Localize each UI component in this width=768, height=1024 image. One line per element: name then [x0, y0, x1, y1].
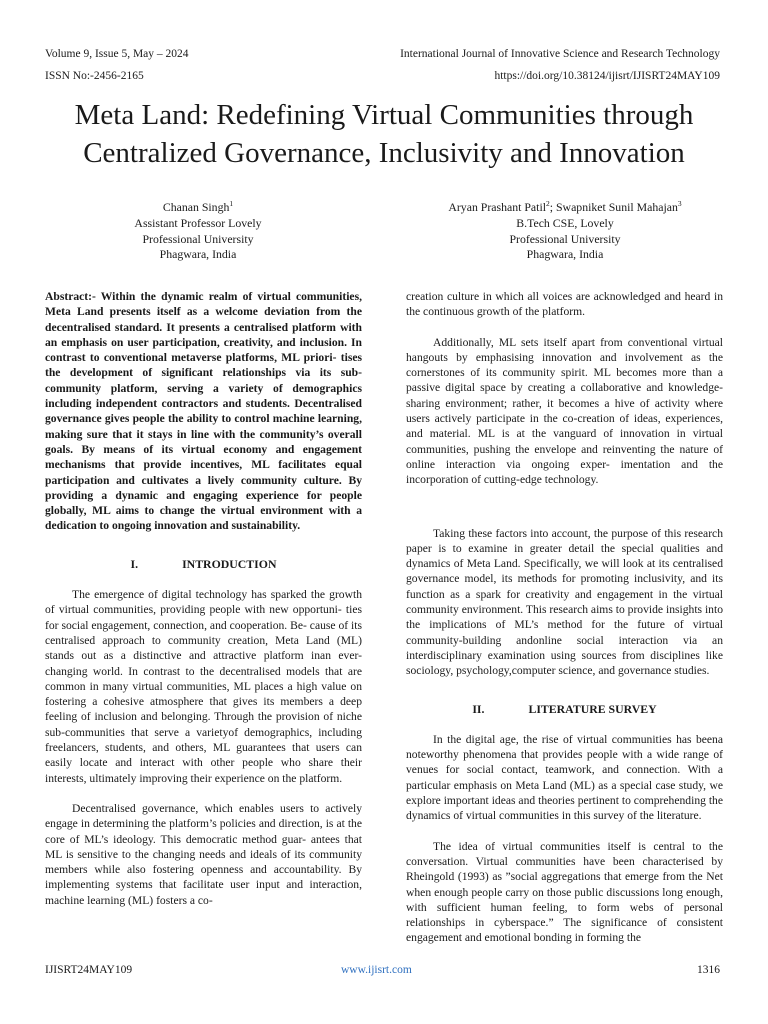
author-affiliation-marker: 3 — [677, 199, 682, 209]
author-name: Chanan Singh — [162, 200, 230, 214]
author-name: Aryan Prashant Patil — [448, 200, 546, 214]
author-name: Swapniket Sunil Mahajan — [555, 200, 678, 214]
paragraph-continued: creation culture in which all voices are acknowledged and heard in the continuous growth of the platform. — [406, 290, 723, 319]
paragraph: Decentralised governance, which enables users to actively engage in determining the platform’s policies and direction, is at the core of ML’s ideology. This democratic method guar- antees that ML is sensitive to the changing needs and ideals of its community members while also fostering openness and accountability. By implementing systems that facilitate user input and interaction, machine learning (ML) fosters a co- — [45, 801, 362, 907]
author-separator: ; — [549, 200, 556, 214]
title-line-2: Centralized Governance, Inclusivity and Innovation — [83, 137, 685, 169]
section-title: INTRODUCTION — [182, 556, 277, 571]
page-number: 1316 — [697, 964, 720, 976]
abstract: Abstract:- Within the dynamic realm of virtual communities, Meta Land presents itself as a welcome deviation from the decentralised standard. It presents a centralised platform with an emphasis on user participation, creativity, and inclusion. In contrast to conventional metaverse platforms, ML priori- tises the development of significant relationships via its sub-community platform, serving a variety of demographics including independent contractors and students. Decentralised governance gives people the ability to control machine learning, making sure that it stays in line with the community’s overall goals. By means of its virtual economy and engagement mechanisms that provide incentives, ML facilitates equal participation and cultivates a lively community culture. By providing a dynamic and engaging experience for people globally, ML aims to change the virtual environment with a dedication to ongoing innovation and sustainability. — [45, 290, 362, 533]
section-heading-literature-survey — [406, 702, 723, 717]
issn: ISSN No:-2456-2165 — [45, 70, 144, 82]
paragraph: The idea of virtual communities itself is central to the conversation. Virtual communities have been characterised by Rheingold (1993) as ”social aggregations that emerge from the Net when enough people carry on those public discussions long enough, with sufficient human feeling, to form webs of personal relationships in cyberspace.” The significance of consistent engagement and emotional bonding in forming the — [406, 839, 723, 945]
section-heading-introduction — [45, 557, 362, 572]
right-column — [406, 289, 723, 946]
paragraph: In the digital age, the rise of virtual communities has beena noteworthy phenomena that provides people with a wide range of venues for social contact, teamwork, and connection. With a particular emphasis on Meta Land (ML) as a special case study, we explore important ideas and theories pertinent to comprehending the dynamics of virtual communities in this survey of the literature. — [406, 732, 723, 823]
volume-info: Volume 9, Issue 5, May – 2024 — [45, 48, 189, 60]
author-program: B.Tech CSE, Lovely — [516, 215, 614, 230]
author-location: Phagwara, India — [159, 247, 237, 262]
section-title: LITERATURE SURVEY — [528, 701, 657, 716]
doi-link[interactable]: https://doi.org/10.38124/ijisrt/IJISRT24MAY109 — [494, 70, 720, 82]
paragraph: The emergence of digital technology has sparked the growth of virtual communities, providing people with new opportuni- ties for social engagement, connection, and cooperation. Be- cause of its centralised approach to community creation, Meta Land (ML) stands out as a distinctive and attractive platform inan ever-changing world. In contrast to the decentralised models that are common in many virtual communities, ML places a high value on fostering a cohesive atmosphere that gives its members a deep feeling of inclusion and belonging. Through the provision of niche sub-communities that serve a varietyof demographics, including freelancers, students, and others, ML guarantees that users can easily locate and interact with other people who share their interests, ultimately improving their experience on the platform. — [45, 588, 362, 785]
footer-paper-id: IJISRT24MAY109 — [45, 964, 133, 976]
author-institution: Professional University — [142, 231, 254, 246]
paragraph: Taking these factors into account, the purpose of this research paper is to examine in greater detail the special qualities and dynamics of Meta Land. Specifically, we will look at its centralised governance model, its methods for promoting inclusivity, and its function as a spark for creativity and engagement in the virtual community environment. This research aims to provide insights into the implications of ML’s method for the future of virtual community-building andonline social interaction via an interdisciplinary examination using sources from disciplines like sociology, psychology,computer science, and governance studies. — [406, 526, 723, 678]
journal-name: International Journal of Innovative Science and Research Technology — [400, 48, 720, 60]
section-number: II. — [472, 701, 485, 716]
paragraph: Additionally, ML sets itself apart from conventional virtual hangouts by emphasising innovation and involvement as the cornerstones of its community spirit. ML becomes more than a passive digital space by creating a collaborative and knowledge-sharing environment; rather, it becomes a hive of activity where users actively participate in the co-creation of ideas, experiences, and material. ML is at the vanguard of innovation in virtual communities, pushing the envelope and reinventing the nature of online interaction via ongoing exper- imentation and the incorporation of cutting-edge technology. — [406, 335, 723, 487]
paper-title — [30, 96, 738, 172]
footer-website-link[interactable]: www.ijisrt.com — [341, 964, 412, 976]
title-line-1: Meta Land: Redefining Virtual Communities through — [74, 99, 694, 131]
section-number: I. — [130, 556, 139, 571]
author-location: Phagwara, India — [526, 247, 604, 262]
author-affiliation-marker: 2 — [546, 199, 550, 209]
author-block-left — [103, 200, 293, 263]
left-column — [45, 289, 362, 908]
author-block-right — [420, 200, 710, 263]
author-title: Assistant Professor Lovely — [134, 215, 262, 230]
author-affiliation-marker: 1 — [229, 199, 234, 209]
author-institution: Professional University — [509, 231, 621, 246]
